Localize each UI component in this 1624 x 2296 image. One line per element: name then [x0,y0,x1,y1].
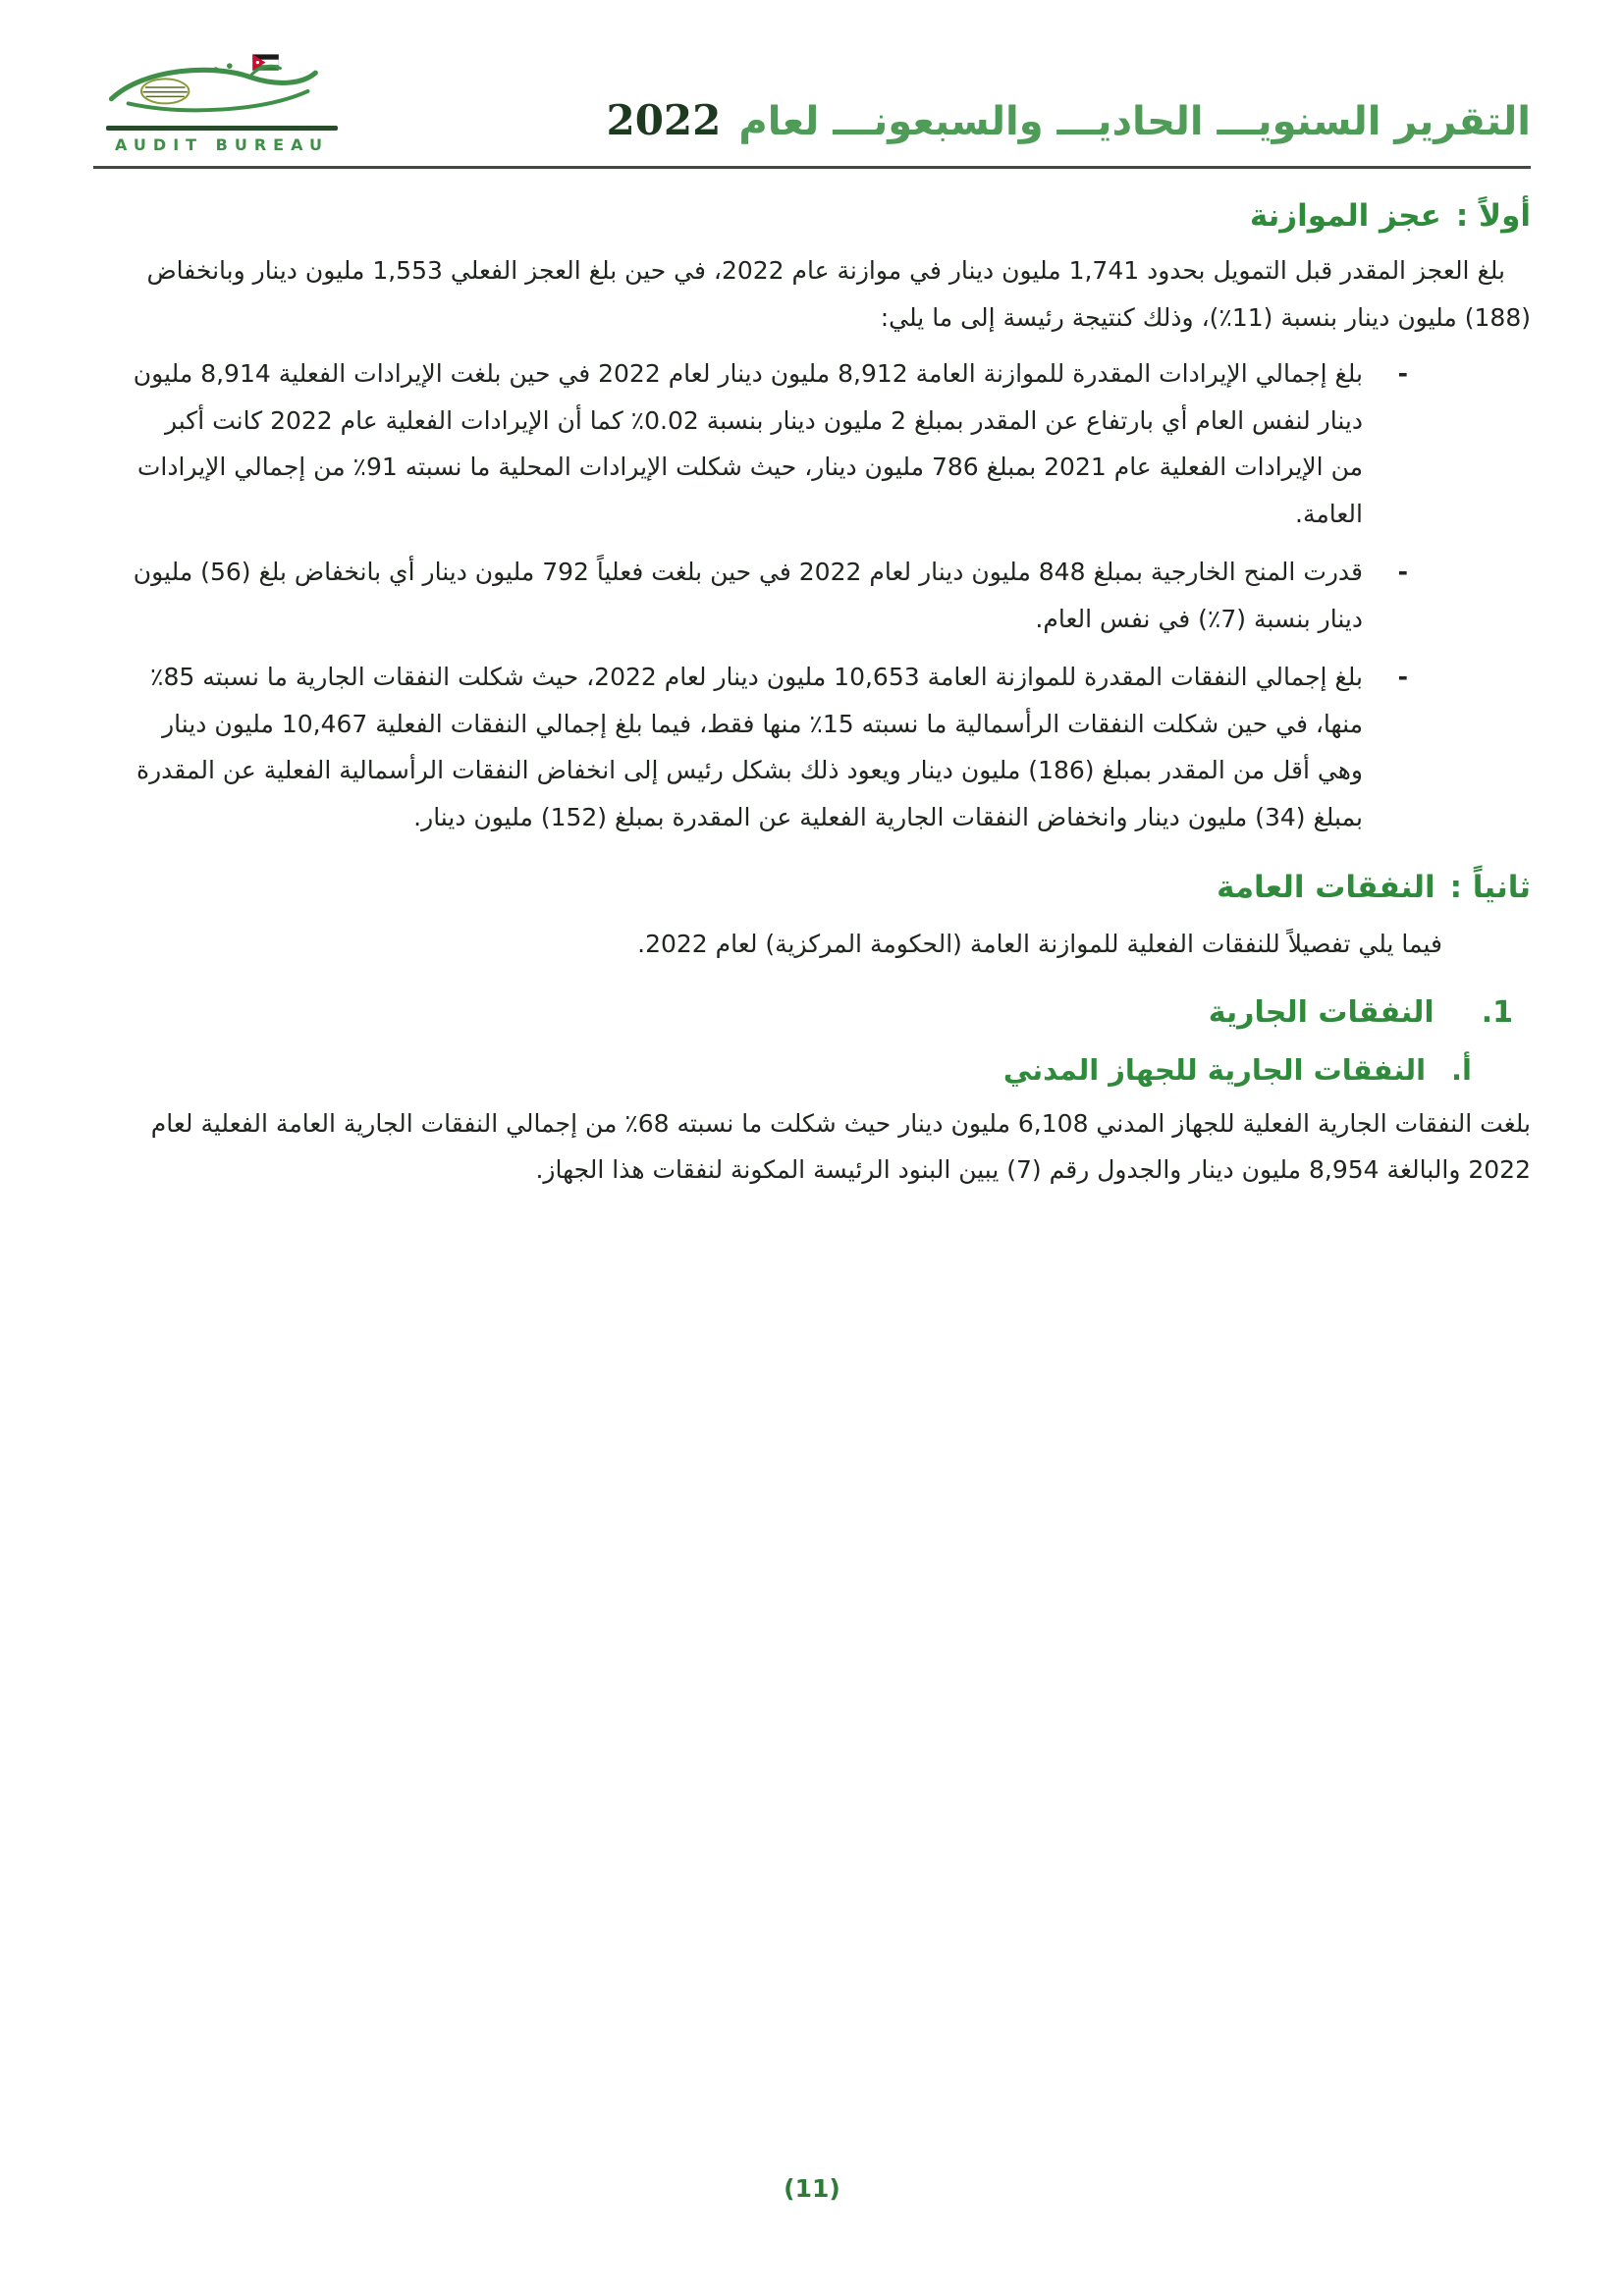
subsection-number: 1. [1481,994,1513,1030]
subsection-title: النفقات الجارية للجهاز المدني [1002,1052,1427,1087]
audit-bureau-logo [93,51,351,154]
report-title-year: 2022 [606,96,722,144]
section-heading-label: ثانياً : [1449,870,1531,905]
section-heading-budget-deficit [93,198,1531,234]
bullet-text-grants: قدرت المنح الخارجية بمبلغ 848 مليون دينار لعام 2022 في حين بلغت فعلياً 792 مليون دينار أي بانخفاض بلغ (56) مليون دينار بنسبة (7٪) في نفس العام. [133,558,1363,633]
deficit-intro-paragraph: بلغ العجز المقدر قبل التمويل بحدود 1,741 مليون دينار في موازنة عام 2022، في حين بلغ العجز الفعلي 1,553 مليون دينار وبانخفاض (188) مليون دينار بنسبة (11٪)، وذلك كنتيجة رئيسة إلى ما يلي: [146,256,1531,332]
audit-bureau-calligraphy-icon [99,51,345,124]
civil-apparatus-paragraph: بلغت النفقات الجارية الفعلية للجهاز المدني 6,108 مليون دينار حيث شكلت ما نسبته 68٪ من إجمالي النفقات الجارية العامة الفعلية لعام 2022 والبالغة 8,954 مليون دينار والجدول رقم (7) يبين البنود الرئيسة المكونة لنفقات هذا الجهاز. [150,1108,1531,1184]
logo-caption: AUDIT BUREAU [115,135,329,154]
bullet-dash: - [1397,359,1408,388]
page-number: (11) [784,2174,840,2203]
section-heading-title: النفقات العامة [1217,870,1435,905]
bullet-dash: - [1397,558,1408,586]
list-item [128,350,1408,537]
section-heading-public-expenditures [93,870,1531,905]
bullet-text-expenditures: بلغ إجمالي النفقات المقدرة للموازنة العامة 10,653 مليون دينار لعام 2022، حيث شكلت النفقات الجارية ما نسبته 85٪ منها، في حين شكلت النفقات الرأسمالية ما نسبته 15٪ منها فقط، فيما بلغ إجمالي النفقات الفعلية 10,467 مليون دينار وهي أقل من المقدر بمبلغ (186) مليون دينار ويعود ذلك بشكل رئيس إلى انخفاض النفقات الرأسمالية الفعلية عن المقدرة بمبلغ (34) مليون دينار وانخفاض النفقات الجارية الفعلية عن المقدرة بمبلغ (152) مليون دينار. [136,663,1363,831]
expenditures-intro-paragraph: فيما يلي تفصيلاً للنفقات الفعلية للموازنة العامة (الحكومة المركزية) لعام 2022. [637,930,1442,958]
bullet-text-revenues: بلغ إجمالي الإيرادات المقدرة للموازنة العامة 8,912 مليون دينار لعام 2022 في حين بلغت الإيرادات الفعلية 8,914 مليون دينار لنفس العام أي بارتفاع عن المقدر بمبلغ 2 مليون دينار بنسبة 0.02٪ كما أن الإيرادات الفعلية عام 2022 كانت أكبر من الإيرادات الفعلية عام 2021 بمبلغ 786 مليون دينار، حيث شكلت الإيرادات المحلية ما نسبته 91٪ من إجمالي الإيرادات العامة. [133,359,1363,528]
list-item [128,654,1408,840]
section-heading-title: عجز الموازنة [1249,198,1441,234]
list-item [128,549,1408,642]
subsection-heading-civil-apparatus [93,1053,1472,1087]
bullet-dash: - [1397,663,1408,691]
logo-underline-bar [106,126,338,131]
page-header [93,51,1531,169]
subsection-heading-current-expenditures [93,995,1513,1030]
report-title [600,96,1531,154]
section-heading-label: أولاً : [1455,198,1531,234]
subsection-title: النفقات الجارية [1208,994,1435,1030]
report-title-arabic: التقرير السنويـــ الحاديـــ والسبعونـــ لعام [738,99,1531,144]
deficit-bullet-list [93,350,1531,840]
subsection-letter: أ. [1451,1052,1472,1087]
